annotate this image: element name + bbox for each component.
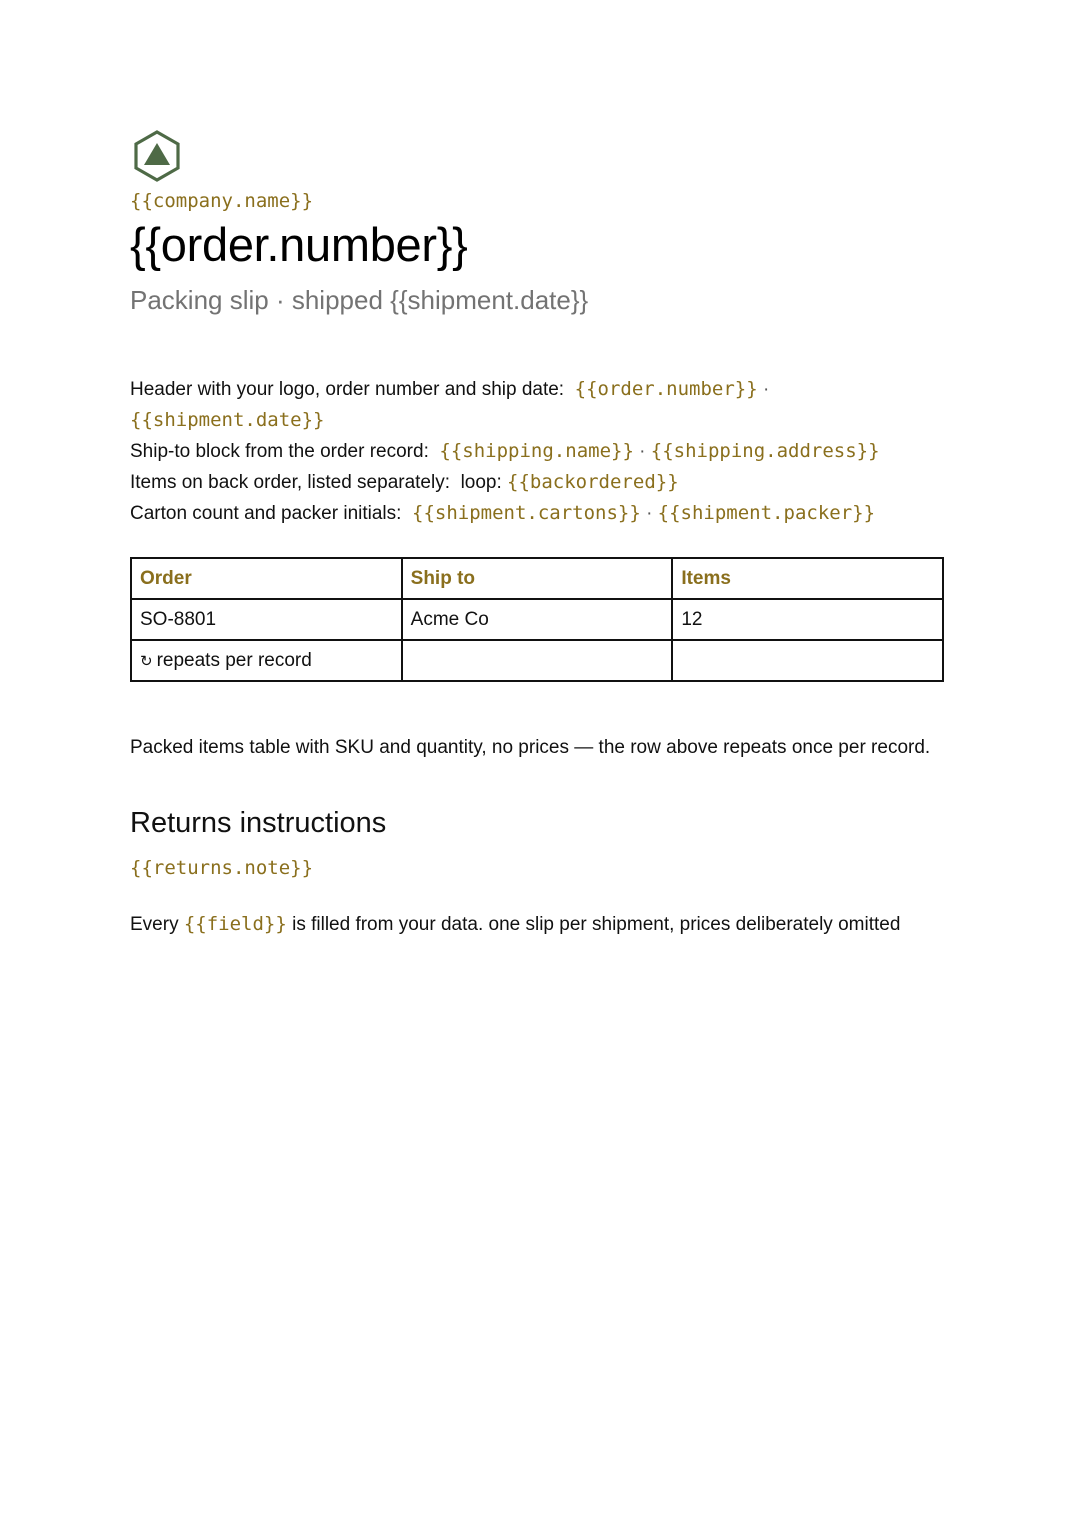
- field-token-shipment-cartons: {{shipment.cartons}}: [412, 502, 641, 524]
- field-list: [130, 374, 945, 529]
- field-token-shipping-address: {{shipping.address}}: [650, 440, 880, 462]
- hexagon-triangle-logo-icon: [132, 130, 182, 182]
- field-token-order-number: {{order.number}}: [574, 378, 758, 400]
- footer-token: {{field}}: [183, 913, 287, 935]
- packed-items-table: [130, 557, 944, 682]
- returns-heading: Returns instructions: [130, 807, 387, 839]
- returns-note-field: {{returns.note}}: [130, 857, 314, 879]
- cell-order: SO-8801: [131, 599, 402, 640]
- field-label: Header with your logo, order number and ship date:: [130, 379, 565, 400]
- loop-label: loop:: [460, 472, 502, 493]
- field-label: Items on back order, listed separately:: [130, 472, 450, 493]
- field-line-header: [130, 374, 945, 436]
- cell-ship-to: Acme Co: [402, 599, 673, 640]
- footer-suffix: is filled from your data. one slip per shipment, prices deliberately omitted: [292, 914, 901, 935]
- separator: ·: [646, 503, 653, 524]
- repeat-label: repeats per record: [156, 649, 312, 671]
- column-header-items: Items: [672, 558, 943, 599]
- table-header-row: [131, 558, 943, 599]
- repeat-row: [131, 640, 943, 681]
- field-label: Carton count and packer initials:: [130, 503, 402, 524]
- field-token-backordered: {{backordered}}: [507, 471, 679, 493]
- field-line-cartons: [130, 498, 945, 529]
- company-name-field: {{company.name}}: [130, 190, 314, 212]
- field-token-shipping-name: {{shipping.name}}: [439, 440, 634, 462]
- repeat-loop-icon: ↻: [140, 652, 153, 670]
- page-subtitle: Packing slip · shipped {{shipment.date}}: [130, 285, 589, 315]
- table-note: Packed items table with SKU and quantity, no prices — the row above repeats once per record.: [130, 737, 931, 758]
- field-token-shipment-packer: {{shipment.packer}}: [657, 502, 876, 524]
- separator: ·: [639, 441, 646, 462]
- column-header-order: Order: [131, 558, 402, 599]
- page-title: {{order.number}}: [130, 218, 468, 271]
- cell-items: 12: [672, 599, 943, 640]
- repeat-cell: [131, 640, 402, 681]
- field-line-shipto: [130, 436, 945, 467]
- column-header-ship-to: Ship to: [402, 558, 673, 599]
- footer-note: [130, 911, 945, 938]
- field-label: Ship-to block from the order record:: [130, 441, 429, 462]
- footer-prefix: Every: [130, 914, 179, 935]
- separator: ·: [762, 379, 770, 400]
- table-row: [131, 599, 943, 640]
- packing-slip-template: [130, 130, 945, 938]
- field-token-shipment-date: {{shipment.date}}: [130, 409, 325, 431]
- empty-cell: [402, 640, 673, 681]
- empty-cell: [672, 640, 943, 681]
- field-line-backorder: [130, 467, 945, 498]
